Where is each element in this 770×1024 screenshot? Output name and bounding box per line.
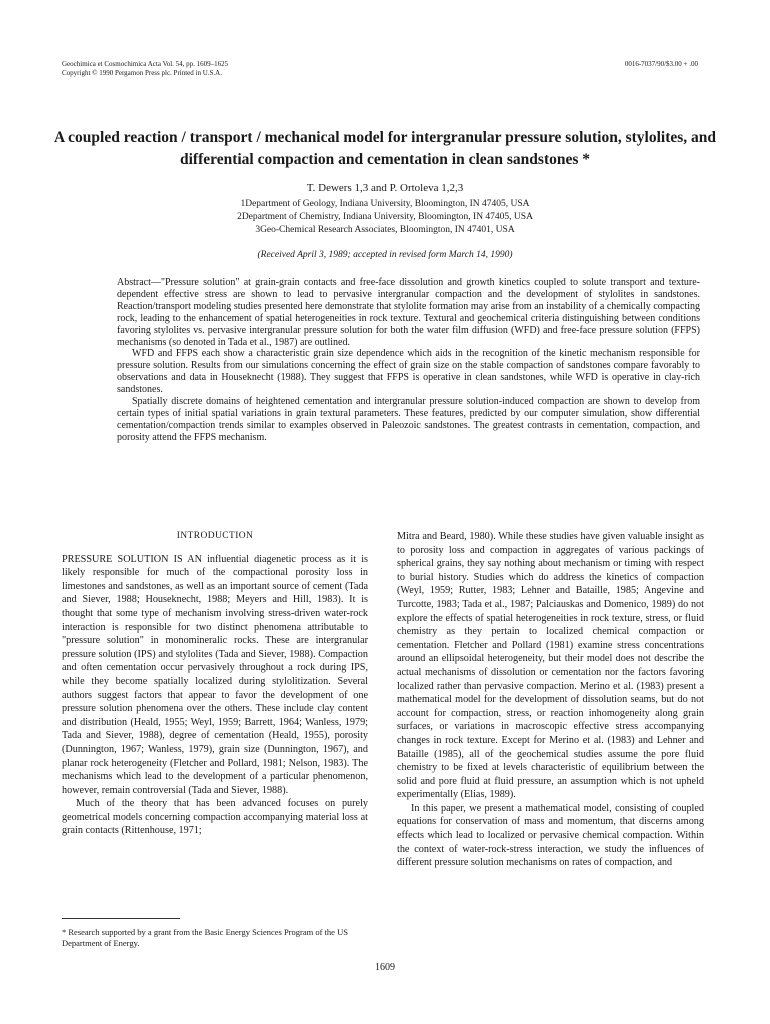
received-dates: (Received April 3, 1989; accepted in revised form March 14, 1990) [257,250,513,260]
journal-header [62,60,228,78]
left-column [62,530,368,838]
body-paragraph: In this paper, we present a mathematical model, consisting of coupled equations for conservation of mass and momentum, that discerns among effects which lead to localized or pervasive chemical compaction. Within the context of water-rock-stress interaction, we study the influences of different pressure solution mechanisms on rates of compaction, and [397,802,704,869]
affiliation: 2Department of Chemistry, Indiana University, Bloomington, IN 47405, USA [237,212,533,222]
authors: T. Dewers 1,3 and P. Ortoleva 1,2,3 [306,182,464,194]
page-number: 1609 [375,962,395,973]
affiliations [0,198,770,237]
abstract [117,277,700,444]
abstract-paragraph: Abstract—"Pressure solution" at grain-grain contacts and free-face dissolution and growth kinetics coupled to solute transport and texture-dependent effective stress are shown to lead to pervasive intergranular compaction and the development of stylolites in sandstones. Reaction/transport modeling studies presented here demonstrate that stylolite formation may arise from an instability of a chemically compacting rock, leading to the enhancement of spatial heterogeneities in rock texture. Textural and geochemical criteria distinguishing between conditions favoring stylolites vs. pervasive intergranular pressure solution for both the water film diffusion (WFD) and free-face pressure solution (FFPS) mechanisms (so denoted in Tada et al., 1987) are outlined. [117,277,700,348]
abstract-paragraph: Spatially discrete domains of heightened cementation and intergranular pressure solution-induced compaction are shown to develop from certain types of initial spatial variations in grain textural parameters. These features, predicted by our computer simulation, show differential cementation/compaction trends similar to examples observed in Paleozoic sandstones. The greatest contrasts in cementation, compaction, and porosity attend the FFPS mechanism. [117,396,700,443]
footnote: * Research supported by a grant from the Basic Energy Sciences Program of the US Department of Energy. [62,927,348,948]
section-heading: INTRODUCTION [176,531,254,541]
right-column [397,530,704,870]
copyright-line: Copyright © 1990 Pergamon Press plc. Printed in U.S.A. [62,69,222,77]
affiliation: 1Department of Geology, Indiana University, Bloomington, IN 47405, USA [240,199,530,209]
article-title: A coupled reaction / transport / mechanical model for intergranular pressure solution, stylolites, and differential compaction and cementation in clean sandstones * [53,129,717,168]
issn: 0016-7037/90/$3.00 + .00 [624,60,698,68]
footnote-rule [62,918,180,919]
body-paragraph: PRESSURE SOLUTION IS AN influential diagenetic process as it is likely responsible for much of the compactional porosity loss in limestones and sandstones, as well as an important source of cement (Tada and Siever, 1988; Houseknecht, 1988; Meyers and Hill, 1983). It is thought that some type of mechanism involving stress-driven water-rock interaction is responsible for two distinct phenomena attributable to "pressure solution" in monomineralic rocks. These are intergranular pressure solution (IPS) and stylolites (Tada and Siever, 1988). Compaction and often cementation occur pervasively throughout a rock during IPS, while they become spatially localized during stylolitization. Several authors suggest factors that appear to favor the development of one pressure solution phenomena over the others. These include clay content and distribution (Heald, 1955; Weyl, 1959; Barrett, 1964; Wanless, 1979; Tada and Siever, 1988), degree of cementation (Heald, 1955), porosity (Dunnington, 1967; Wanless, 1979), grain size (Dunnington, 1967), and planar rock heterogeneity (Fletcher and Pollard, 1981; Nelson, 1983). The mechanisms which lead to the development of a particular phenomenon, however, remain controversial (Tada and Siever, 1988). [62,553,368,796]
body-paragraph: Mitra and Beard, 1980). While these studies have given valuable insight as to porosity loss and compaction in aggregates of various packings of spherical grains, they say nothing about mechanism or timing with respect to burial history. Studies which do address the kinetics of compaction (Weyl, 1959; Rutter, 1983; Lehner and Bataille, 1985; Angevine and Turcotte, 1983; Tada et al., 1987; Palciauskas and Domenico, 1989) do not explore the effects of spatial heterogeneities in rock texture, stress, or fluid chemistry as they pertain to localized chemical compaction or cementation. Fletcher and Pollard (1981) examine stress concentrations around an ellipsoidal heterogeneity, but their model does not describe the actual mechanisms of dissolution or cementation nor the factors favoring localized rather than pervasive compaction. Merino et al. (1983) present a mathematical model for the development of dissolution seams, but do not account for compaction, stress, or reaction inhomogeneity along grain surfaces, or variations in macroscopic effective stress accompanying changes in rock texture. Except for Merino et al. (1983) and Lehner and Bataille (1985), all of the geochemical studies assume the pore fluid chemistry to be fixed at levels characteristic of equilibrium between the solid and pore fluid at fluid pressure, an assumption which is not upheld experimentally (Elias, 1989). [397,531,704,801]
affiliation: 3Geo-Chemical Research Associates, Bloomington, IN 47401, USA [255,225,515,235]
abstract-paragraph: WFD and FFPS each show a characteristic grain size dependence which aids in the recognition of the kinetic mechanism responsible for pressure solution. Results from our simulations concerning the effect of grain size on the stable compaction of sandstones compare favorably to observations and data in Houseknecht (1988). They suggest that FFPS is operative in clean sandstones, while WFD is operative in clay-rich sandstones. [117,348,700,396]
body-paragraph: Much of the theory that has been advanced focuses on purely geometrical models concerning compaction accompanying material loss at grain contacts (Rittenhouse, 1971; [62,798,368,837]
journal-line: Geochimica et Cosmochimica Acta Vol. 54, pp. 1609–1625 [62,60,229,68]
